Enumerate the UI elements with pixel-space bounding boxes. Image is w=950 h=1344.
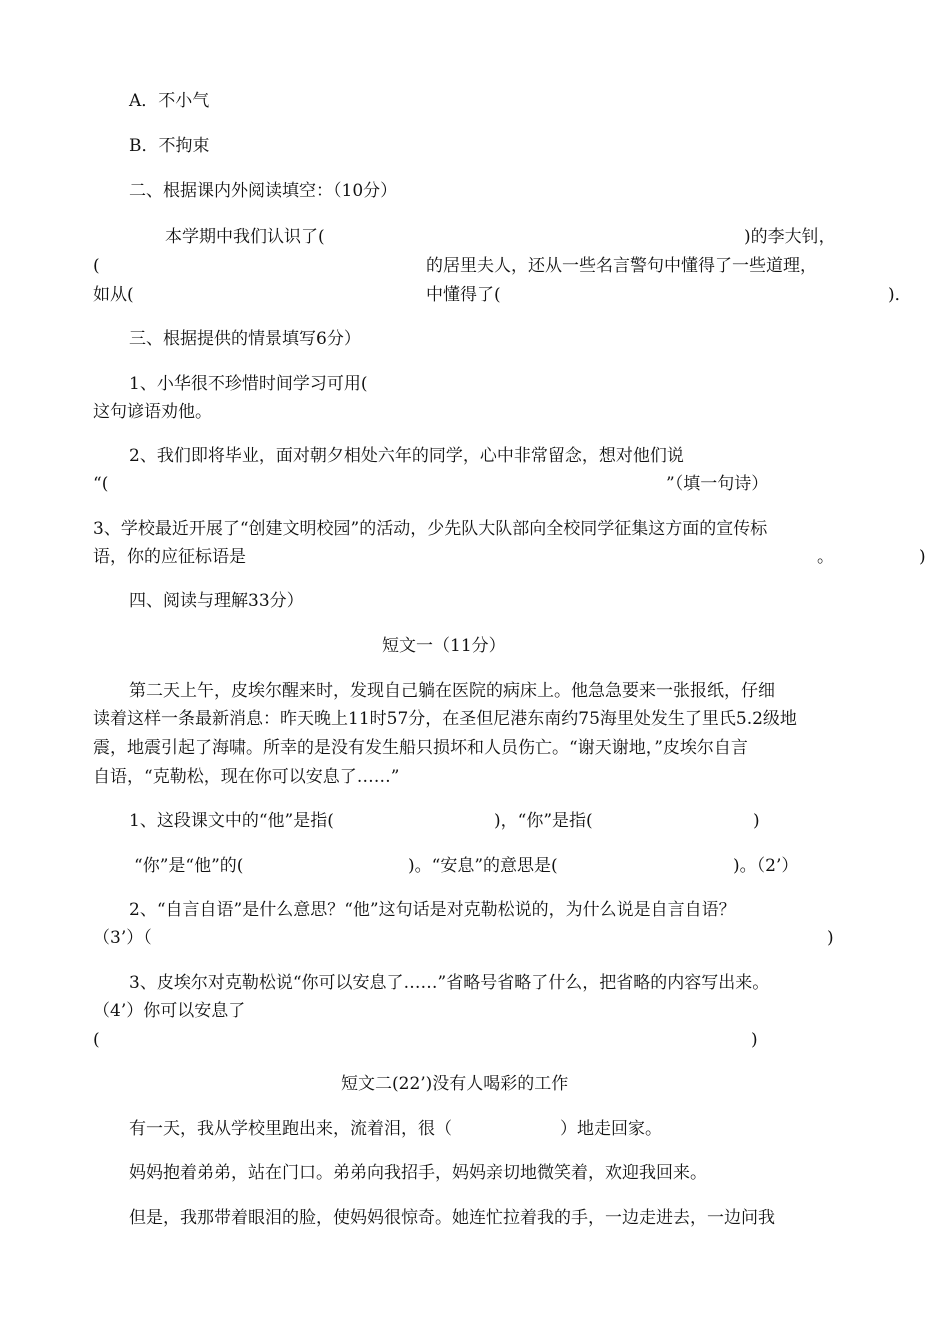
text: ) bbox=[827, 928, 834, 948]
text: 1、这段课文中的“他”是指( bbox=[129, 811, 334, 831]
text: 语，你的应征标语是 bbox=[93, 547, 246, 567]
text: “你”是“他”的( bbox=[134, 856, 244, 876]
text: ”（填一句诗） bbox=[666, 474, 769, 494]
text: “( bbox=[93, 474, 109, 494]
text: ) bbox=[751, 1030, 758, 1050]
text: )． bbox=[888, 285, 912, 305]
text: 本学期中我们认识了( bbox=[165, 227, 325, 247]
text: )。“安息”的意思是( bbox=[408, 856, 558, 876]
text: ) bbox=[753, 811, 760, 831]
text: ( bbox=[93, 1030, 100, 1050]
text: 的居里夫人，还从一些名言警句中懂得了一些道理， bbox=[426, 256, 817, 276]
text: )。（2’） bbox=[733, 856, 799, 876]
text: ) bbox=[919, 547, 926, 567]
text: 如从( bbox=[93, 285, 134, 305]
exam-page: A．不小气 B．不拘束 二、根据课内外阅读填空：（10分） 本学期中我们认识了( )的李大钊， ( 的居里夫人，还从一些名言警句中懂得了一些道理， 如从( 中懂得了( )． 三、根据提供的情景填写6分） 1、小华很不珍惜时间学习可用( 这句谚语劝他。 2、我们即将毕业，面对朝夕相处六年的同学，心中非常留念，想对他们说 “( ”（填一句诗） 3、学校最近开展了“创建文明校园”的活动，少先队大队部向全校同学征集这方面的宣传标 语，你的应征标语是 。 ) 四、阅读与理解33分） 短文一（11分） 第二天上午，皮埃尔醒来时，发现自己躺在医院的病床上。他急急要来一张报纸，仔细 读着这样一条最新消息：昨天晚上11时57分，在圣但尼港东南约75海里处发生了里氏5.2级地 震，地震引起了海啸。所幸的是没有发生船只损坏和人员伤亡。“谢天谢地，”皮埃尔自言 自语，“克勒松，现在你可以安息了……” 1、这段课文中的“他”是指( )，“你”是指( ) “你”是“他”的( )。“安息”的意思是( )。（2’） 2、“自言自语”是什么意思？“他”这句话是对克勒松说的，为什么说是自言自语？ （3’）（ ) 3、皮埃尔对克勒松说“你可以安息了……”省略号省略了什么，把省略的内容写出来。 （4’）你可以安息了 ( ) 短文二(22’)没有人喝彩的工作 有一天，我从学校里跑出来，流着泪，很（ ）地走回家。 妈妈抱着弟弟，站在门口。弟弟向我招手，妈妈亲切地微笑着，欢迎我回来。 但是，我那带着眼泪的脸，使妈妈很惊奇。她连忙拉着我的手，一边走进去，一边问我 bbox=[93, 91, 926, 1228]
text: （3’）（ bbox=[93, 928, 152, 948]
text: 有一天，我从学校里跑出来，流着泪，很（ bbox=[129, 1119, 452, 1139]
text: )的李大钊， bbox=[744, 227, 836, 247]
text: ( bbox=[93, 256, 100, 276]
text: )，“你”是指( bbox=[494, 811, 593, 831]
text: 。 bbox=[817, 547, 834, 567]
text: ）地走回家。 bbox=[560, 1119, 662, 1139]
text: 中懂得了( bbox=[426, 285, 501, 305]
